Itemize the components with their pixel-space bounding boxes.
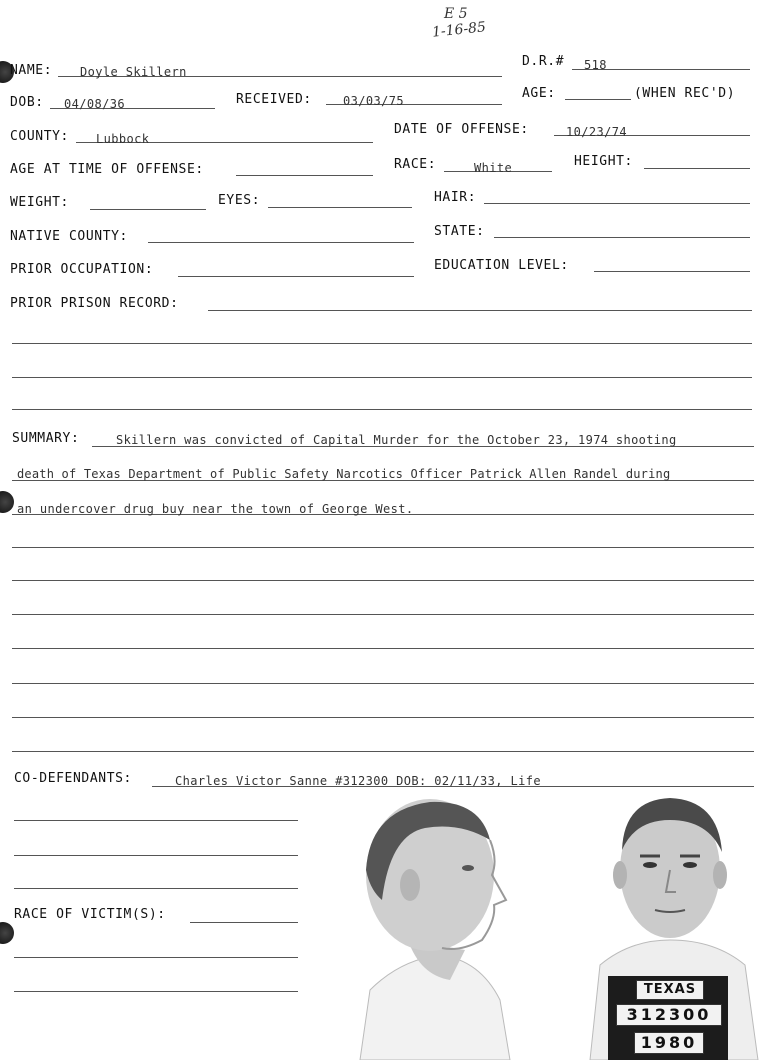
eyes-line <box>268 207 412 208</box>
summary-line-7 <box>12 648 754 649</box>
punch-hole-bottom <box>0 922 14 944</box>
education-line <box>594 271 750 272</box>
summary-line-10 <box>12 751 754 752</box>
received-value: 03/03/75 <box>343 94 404 108</box>
victim-race-line-3 <box>14 991 298 992</box>
handwritten-annotation-line1: E 5 <box>444 6 468 22</box>
race-label: RACE: <box>394 157 437 172</box>
offense-date-value: 10/23/74 <box>566 125 627 139</box>
age-line <box>565 99 631 100</box>
summary-line-5 <box>12 580 754 581</box>
age-label: AGE: <box>522 86 556 101</box>
prior-record-line-3 <box>12 377 752 378</box>
prior-record-line-4 <box>12 409 752 410</box>
county-label: COUNTY: <box>10 129 69 144</box>
codefendants-label: CO-DEFENDANTS: <box>14 771 132 786</box>
placard-number: 312300 <box>616 1004 722 1026</box>
placard-year: 1980 <box>634 1032 704 1054</box>
victim-race-label: RACE OF VICTIM(S): <box>14 907 166 922</box>
native-county-line <box>148 242 414 243</box>
age-offense-line <box>236 175 373 176</box>
summary-line-8 <box>12 683 754 684</box>
state-label: STATE: <box>434 224 485 239</box>
summary-line-4 <box>12 547 754 548</box>
height-line <box>644 168 750 169</box>
name-label: NAME: <box>10 63 53 78</box>
dob-label: DOB: <box>10 95 44 110</box>
race-value: White <box>474 161 513 175</box>
native-county-label: NATIVE COUNTY: <box>10 229 128 244</box>
weight-line <box>90 209 206 210</box>
prior-record-label: PRIOR PRISON RECORD: <box>10 296 179 311</box>
mugshot-profile-photo <box>330 790 550 1060</box>
dob-value: 04/08/36 <box>64 97 125 111</box>
height-label: HEIGHT: <box>574 154 633 169</box>
summary-text-line-3: an undercover drug buy near the town of George West. <box>17 502 414 516</box>
codefendants-line-3 <box>14 855 298 856</box>
offense-date-label: DATE OF OFFENSE: <box>394 122 529 137</box>
dr-value: 518 <box>584 58 607 72</box>
education-label: EDUCATION LEVEL: <box>434 258 569 273</box>
punch-hole-middle <box>0 491 14 513</box>
name-value: Doyle Skillern <box>80 65 187 79</box>
state-line <box>494 237 750 238</box>
victim-race-line-2 <box>14 957 298 958</box>
summary-text-line-1: Skillern was convicted of Capital Murder for the October 23, 1974 shooting <box>116 433 677 447</box>
dr-label: D.R.# <box>522 54 565 69</box>
hair-label: HAIR: <box>434 190 477 205</box>
codefendants-value: Charles Victor Sanne #312300 DOB: 02/11/33, Life <box>175 774 541 788</box>
eyes-label: EYES: <box>218 193 261 208</box>
victim-race-line <box>190 922 298 923</box>
hair-line <box>484 203 750 204</box>
received-label: RECEIVED: <box>236 92 312 107</box>
prior-record-line-2 <box>12 343 752 344</box>
summary-text-line-2: death of Texas Department of Public Safety Narcotics Officer Patrick Allen Randel during <box>17 467 671 481</box>
age-offense-label: AGE AT TIME OF OFFENSE: <box>10 162 204 177</box>
codefendants-line-4 <box>14 888 298 889</box>
codefendants-line-2 <box>14 820 298 821</box>
handwritten-annotation-line2: 1-16-85 <box>431 19 487 41</box>
summary-line-9 <box>12 717 754 718</box>
weight-label: WEIGHT: <box>10 195 69 210</box>
summary-label: SUMMARY: <box>12 431 80 446</box>
age-suffix: (WHEN REC'D) <box>634 86 736 101</box>
prior-record-line-1 <box>208 310 752 311</box>
occupation-line <box>178 276 414 277</box>
placard-state: TEXAS <box>636 980 704 1000</box>
county-value: Lubbock <box>96 132 150 146</box>
occupation-label: PRIOR OCCUPATION: <box>10 262 154 277</box>
summary-line-6 <box>12 614 754 615</box>
